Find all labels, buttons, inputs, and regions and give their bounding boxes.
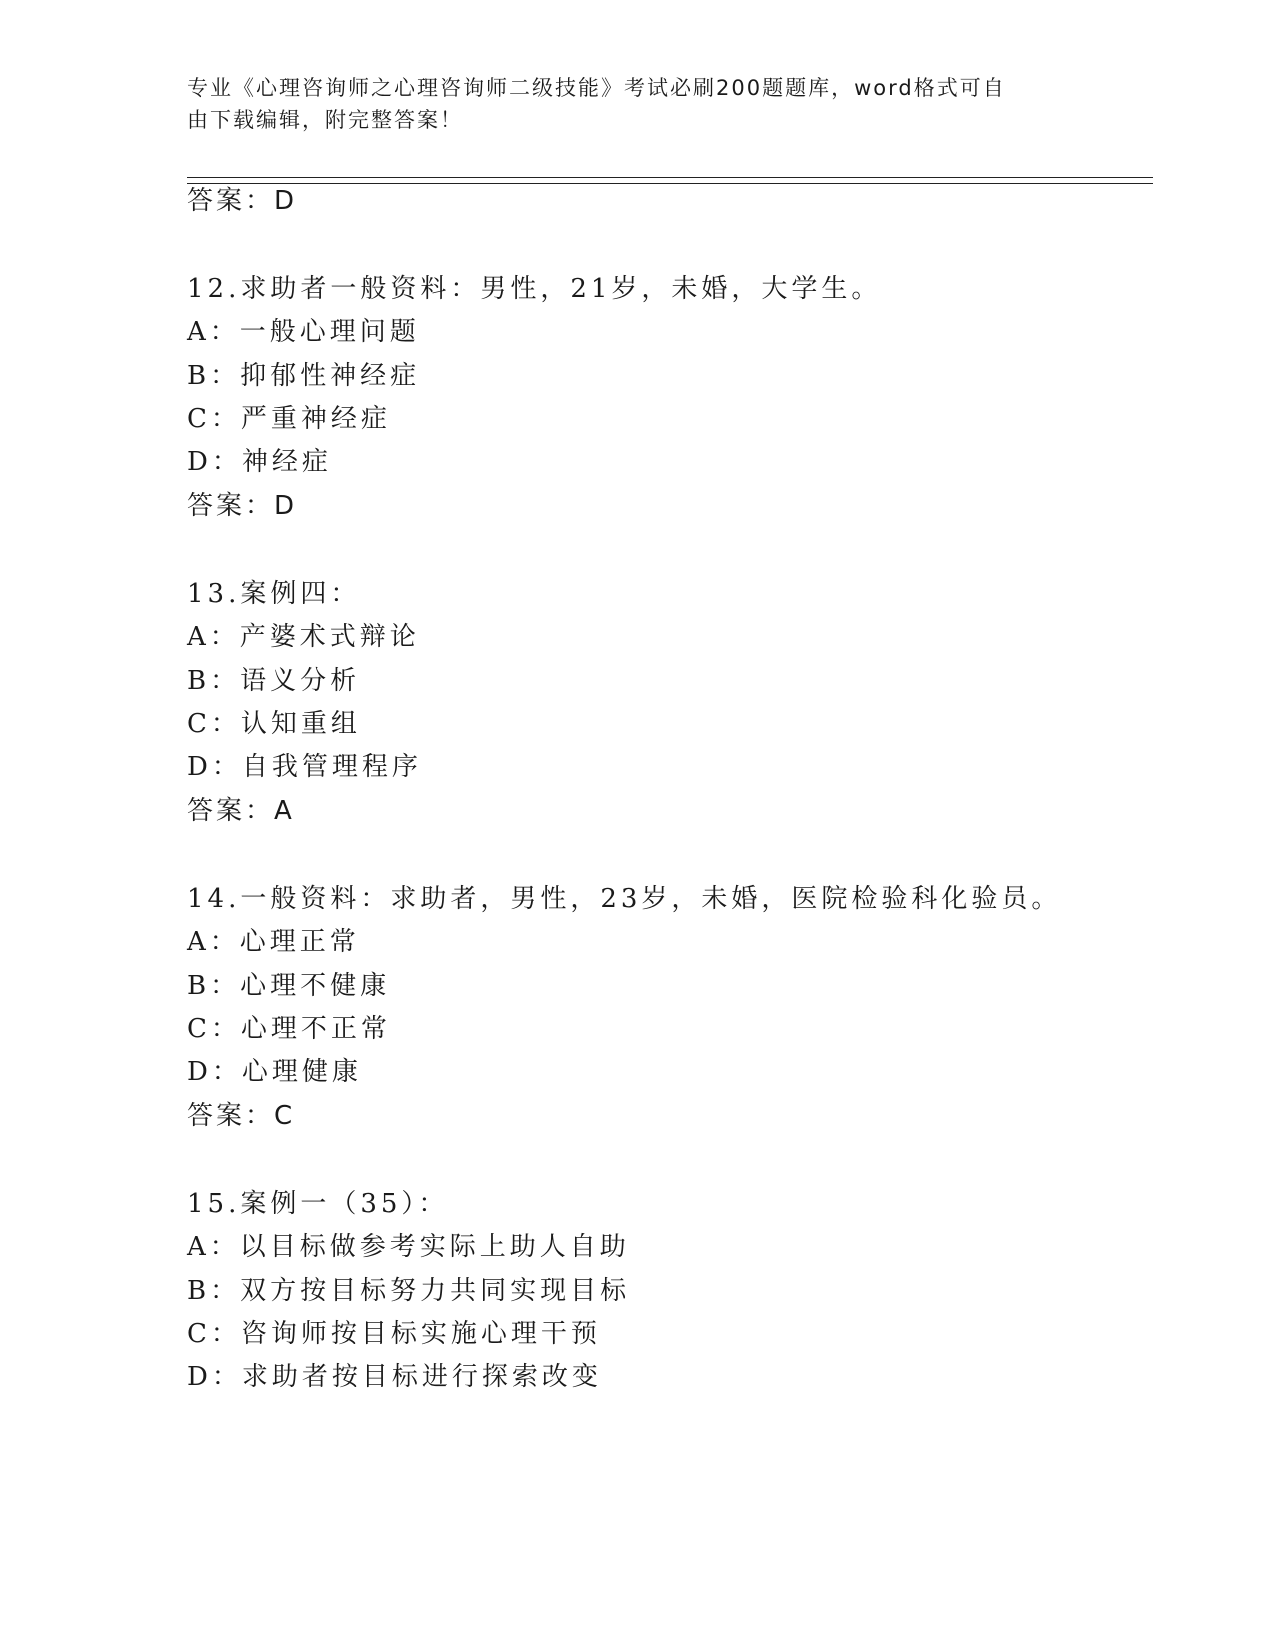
option-d: D：心理健康 xyxy=(187,1057,362,1087)
option-d: D：求助者按目标进行探索改变 xyxy=(187,1362,602,1392)
option-d: D：神经症 xyxy=(187,447,332,477)
question-stem: 13.案例四： xyxy=(187,579,361,609)
option-a: A：产婆术式辩论 xyxy=(187,622,420,652)
header-line-1: 专业《心理咨询师之心理咨询师二级技能》考试必刷200题题库，word格式可自 xyxy=(187,76,1006,100)
option-b: B：语义分析 xyxy=(187,666,361,696)
option-a: A：心理正常 xyxy=(187,927,360,957)
header-divider-bottom xyxy=(187,183,1153,184)
question-stem: 15.案例一（35）： xyxy=(187,1189,449,1219)
answer-line: 答案：A xyxy=(187,796,295,826)
document-header xyxy=(187,72,1067,136)
option-b: B：抑郁性神经症 xyxy=(187,361,421,391)
option-a: A：一般心理问题 xyxy=(187,317,420,347)
answer-line: 答案：D xyxy=(187,186,298,216)
option-c: C：咨询师按目标实施心理干预 xyxy=(187,1319,601,1349)
option-c: C：心理不正常 xyxy=(187,1014,391,1044)
option-d: D：自我管理程序 xyxy=(187,752,422,782)
answer-line: 答案：D xyxy=(187,491,298,521)
option-b: B：双方按目标努力共同实现目标 xyxy=(187,1276,631,1306)
header-divider-top xyxy=(187,177,1153,178)
question-stem: 14.一般资料：求助者，男性，23岁，未婚，医院检验科化验员。 xyxy=(187,884,1062,914)
option-a: A：以目标做参考实际上助人自助 xyxy=(187,1232,630,1262)
header-line-2: 由下载编辑，附完整答案！ xyxy=(187,108,463,132)
question-stem: 12.求助者一般资料：男性，21岁，未婚，大学生。 xyxy=(187,274,882,304)
answer-line: 答案：C xyxy=(187,1101,296,1131)
option-b: B：心理不健康 xyxy=(187,971,391,1001)
option-c: C：认知重组 xyxy=(187,709,361,739)
option-c: C：严重神经症 xyxy=(187,404,391,434)
